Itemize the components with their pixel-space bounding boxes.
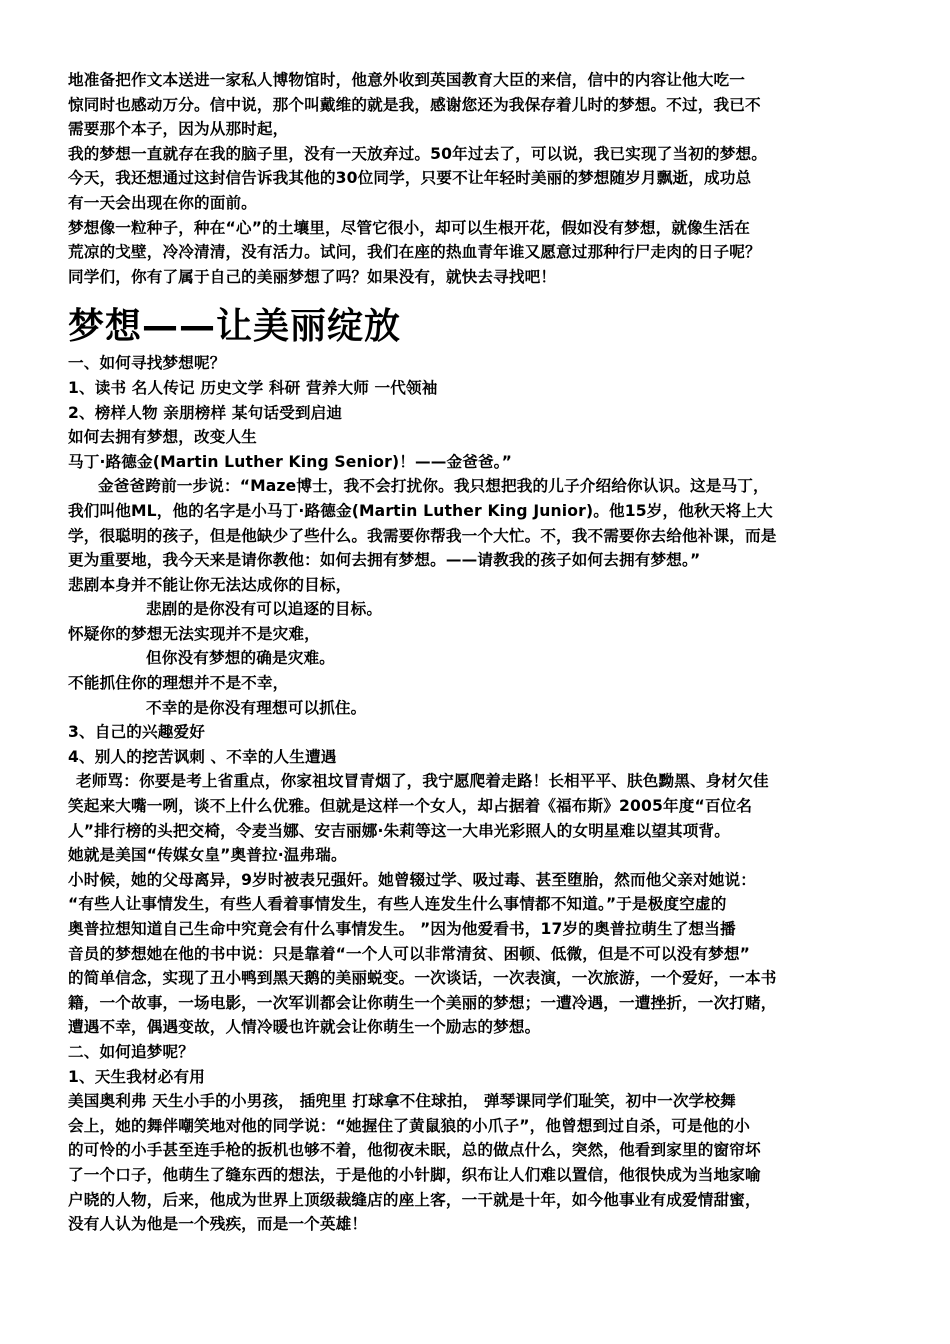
paragraph-line: 我们叫他ML，他的名字是小马丁·路德金(Martin Luther King Junior)。他15岁，他秋天将上大 [68,501,773,520]
paragraph-line: 没有人认为他是一个残疾，而是一个英雄！ [68,1215,368,1234]
paragraph-line: 美国奥利弗 天生小手的小男孩， 插兜里 打球拿不住球拍， 弹琴课同学们耻笑，初中一次学校舞 [68,1092,736,1111]
quote-line: 不幸的是你没有理想可以抓住。 [146,698,367,717]
paragraph-line: 会上，她的舞伴嘲笑地对他的同学说：“她握住了黄鼠狼的小爪子”，他曾想到过自杀，可是他的小 [68,1116,751,1135]
intro-section [68,68,884,289]
paragraph-line: 奥普拉想知道自己生命中究竟会有什么事情发生。 ”因为他爱看书，17岁的奥普拉萌生了想当播 [68,920,736,938]
paragraph-line: 更为重要地，我今天来是请你教他：如何去拥有梦想。——请教我的孩子如何去拥有梦想。” [68,551,701,570]
paragraph-line: 金爸爸跨前一步说：“Maze博士，我不会打扰你。我只想把我的儿子介绍给你认识。这是马丁， [98,477,769,496]
paragraph-line: 音员的梦想她在他的书中说：只是靠着“一个人可以非常清贫、困顿、低微，但是不可以没有梦想” [68,944,751,963]
paragraph-line: 小时候，她的父母离异，9岁时被表兄强奸。她曾辍过学、吸过毒、甚至堕胎，然而他父亲对她说： [68,870,756,889]
paragraph-line: 需要那个本子，因为从那时起， [68,120,289,139]
heading-line: 二、如何追梦呢？ [68,1042,194,1061]
section-title: 梦想——让美丽绽放 [68,306,402,348]
paragraph-line: 如何去拥有梦想，改变人生 [68,428,257,447]
paragraph-line: 籍，一个故事，一场电影，一次军训都会让你萌生一个美丽的梦想；一遭冷遇，一遭挫折，一次打赌， [68,993,777,1012]
paragraph-line: 老师骂：你要是考上省重点，你家祖坟冒青烟了，我宁愿爬着走路！长相平平、肤色黝黑、身材欠佳 [76,772,769,791]
paragraph-line: 她就是美国“传媒女皇”奥普拉·温弗瑞。 [68,846,347,865]
list-item: 4、别人的挖苦讽刺 、不幸的人生遭遇 [68,747,337,766]
paragraph-line: 马丁·路德金(Martin Luther King Senior)！——金爸爸。” [68,452,513,471]
paragraph-line: 人”排行榜的头把交椅，令麦当娜、安吉丽娜·朱莉等这一大串光彩照人的女明星难以望其项背。 [68,821,730,840]
paragraph-line: 惊同时也感动万分。信中说，那个叫戴维的就是我，感谢您还为我保存着儿时的梦想。不过，我已不 [68,95,761,114]
paragraph-line: 了一个口子，他萌生了缝东西的想法，于是他的小针脚，织布让人们难以置信，他很快成为当地家喻 [68,1165,761,1184]
paragraph-line: 遭遇不幸，偶遇变故，人情冷暖也许就会让你萌生一个励志的梦想。 [68,1018,541,1037]
quote-line: 但你没有梦想的确是灾难。 [146,649,335,668]
paragraph-line: 户晓的人物，后来，他成为世界上顶级裁缝店的座上客，一干就是十年，如今他事业有成爱情甜蜜， [68,1190,761,1209]
paragraph-line: 地准备把作文本送进一家私人博物馆时，他意外收到英国教育大臣的来信，信中的内容让他大吃一 [68,71,745,89]
quote-line: 怀疑你的梦想无法实现并不是灾难， [68,624,320,643]
main-section [68,351,884,1236]
paragraph-line: 同学们，你有了属于自己的美丽梦想了吗？如果没有，就快去寻找吧！ [68,267,557,286]
list-item: 3、自己的兴趣爱好 [68,723,205,742]
list-item: 1、读书 名人传记 历史文学 科研 营养大师 一代领袖 [68,378,438,397]
paragraph-line: 的可怜的小手甚至连手枪的扳机也够不着，他彻夜未眠，总的做点什么，突然，他看到家里的窗帘坏 [68,1141,761,1160]
list-item: 2、榜样人物 亲朋榜样 某句话受到启迪 [68,403,343,422]
paragraph-line: 笑起来大嘴一咧，谈不上什么优雅。但就是这样一个女人，却占据着《福布斯》2005年度“百位名 [68,797,753,816]
paragraph-line: “有些人让事情发生，有些人看着事情发生，有些人连发生什么事情都不知道。”于是极度空虚的 [68,895,727,914]
quote-line: 悲剧本身并不能让你无法达成你的目标， [68,575,352,594]
paragraph-line: 今天，我还想通过这封信告诉我其他的30位同学，只要不让年轻时美丽的梦想随岁月飘逝，成功总 [68,169,752,188]
paragraph-line: 我的梦想一直就存在我的脑子里，没有一天放弃过。50年过去了，可以说，我已实现了当初的梦想。 [68,144,767,163]
paragraph-line: 的简单信念，实现了丑小鸭到黑天鹅的美丽蜕变。一次谈话，一次表演，一次旅游，一个爱好，一本书 [68,969,777,988]
quote-line: 不能抓住你的理想并不是不幸， [68,674,289,693]
paragraph-line: 学，很聪明的孩子，但是他缺少了些什么。我需要你帮我一个大忙。不，我不需要你去给他补课，而是 [68,526,777,545]
quote-line: 悲剧的是你没有可以追逐的目标。 [146,600,383,619]
paragraph-line: 有一天会出现在你的面前。 [68,193,257,212]
list-item: 1、天生我材必有用 [68,1067,205,1086]
paragraph-line: 荒凉的戈壁，冷冷清清，没有活力。试问，我们在座的热血青年谁又愿意过那种行尸走肉的日子呢？ [68,243,761,262]
heading-line: 一、如何寻找梦想呢？ [68,354,226,373]
paragraph-line: 梦想像一粒种子，种在“心”的土壤里，尽管它很小，却可以生根开花，假如没有梦想，就像生活在 [68,218,751,237]
